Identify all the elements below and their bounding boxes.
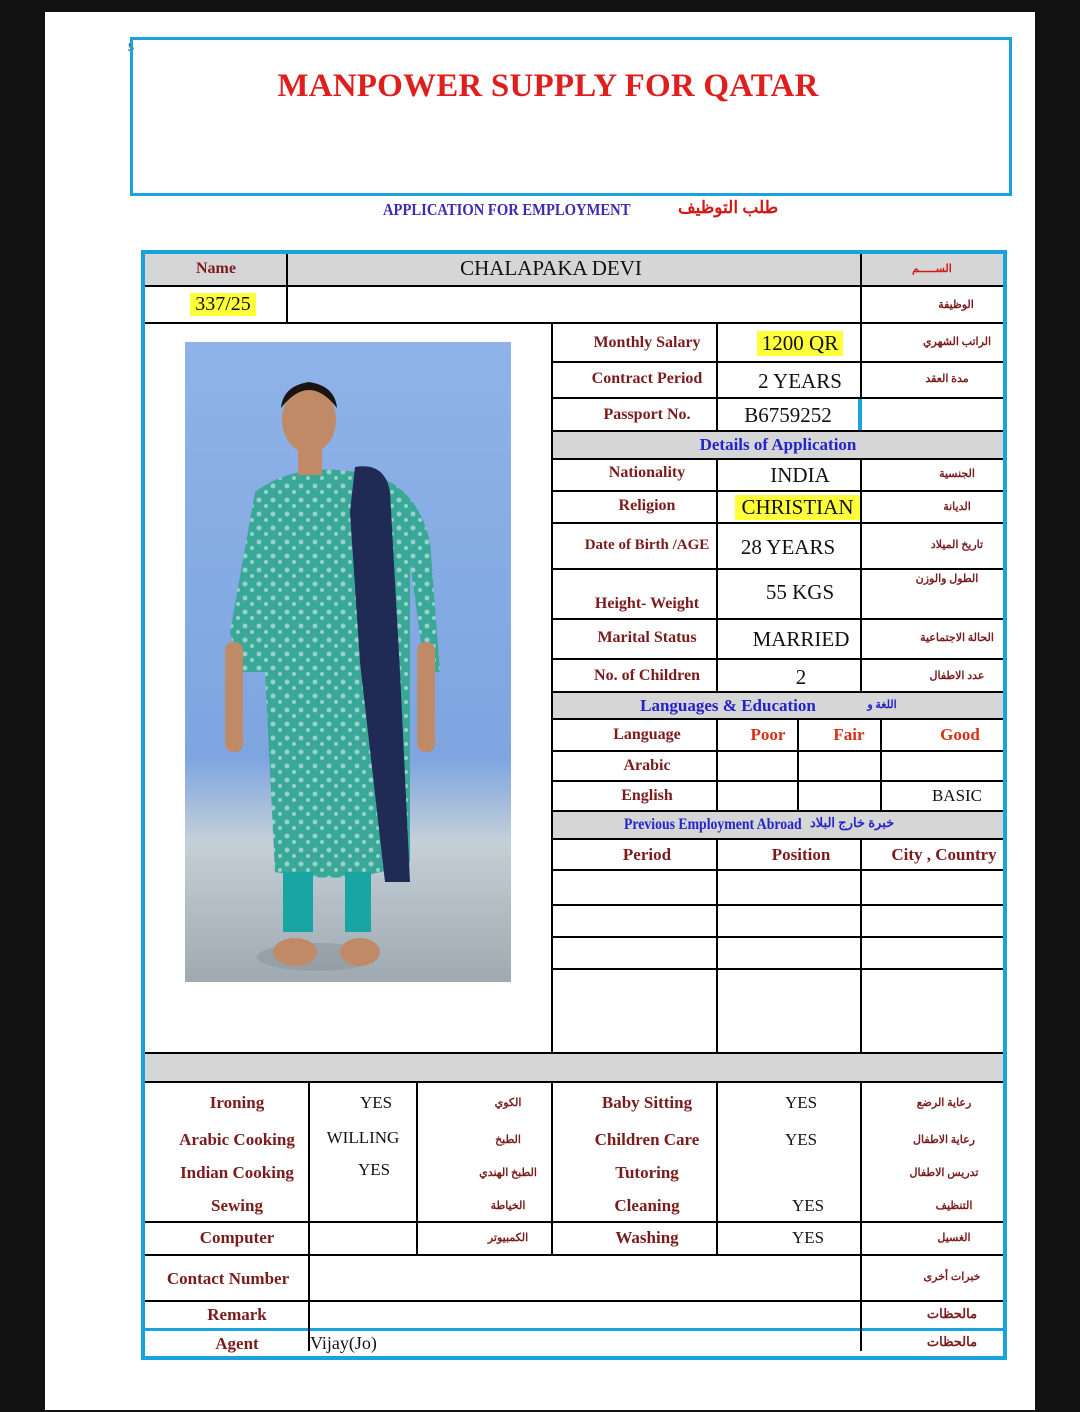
contract-period-label: Contract Period [591, 370, 703, 387]
religion-label: Religion [618, 497, 676, 514]
nationality-value: INDIA [770, 463, 830, 487]
skill-value: YES [791, 1196, 825, 1215]
language-row-name: Arabic [623, 757, 671, 774]
skill-label: Arabic Cooking [179, 1130, 295, 1149]
position-column-header: Position [771, 845, 831, 864]
skill-label: Children Care [594, 1130, 700, 1149]
skill-arabic: الغسيل [937, 1232, 971, 1244]
marital-status-arabic: الحالة الاجتماعية [920, 632, 994, 644]
previous-employment-header-arabic: خبرة خارج البلاد [810, 815, 895, 830]
passport-value: B6759252 [744, 403, 832, 427]
skill-value: WILLING [326, 1128, 400, 1147]
details-header: Details of Application [699, 435, 857, 454]
fair-column-header: Fair [833, 725, 865, 744]
applicant-photo [185, 342, 511, 982]
skill-label: Ironing [209, 1093, 265, 1112]
reference-arabic: الوظيفة [938, 299, 974, 311]
skill-label: Cleaning [614, 1196, 680, 1215]
applicant-figure [185, 342, 511, 982]
skill-label: Indian Cooking [180, 1163, 294, 1182]
name-arabic: الســـــم [912, 263, 952, 275]
header-box [130, 37, 1012, 196]
children-value: 2 [795, 665, 807, 689]
skill-arabic: رعاية الاطفال [913, 1134, 975, 1146]
contact-number-arabic: خبرات أخرى [923, 1271, 981, 1283]
contract-period-arabic: مدة العقد [925, 373, 969, 385]
dob-age-label: Date of Birth /AGE [584, 537, 710, 553]
previous-employment-header: Previous Employment Abroad [624, 816, 802, 833]
marital-status-value: MARRIED [752, 627, 850, 651]
skill-arabic: الطبخ [495, 1134, 521, 1146]
poor-column-header: Poor [750, 725, 786, 744]
language-row-good: BASIC [931, 786, 983, 805]
children-arabic: عدد الاطفال [929, 670, 985, 682]
reference-number: 337/25 [190, 293, 256, 316]
skill-arabic: التنظيف [935, 1200, 973, 1212]
height-weight-arabic: الطول والوزن [915, 573, 979, 585]
marital-status-label: Marital Status [597, 629, 697, 646]
height-weight-label: Height- Weight [594, 595, 700, 612]
remark-label: Remark [207, 1305, 267, 1324]
monthly-salary-label: Monthly Salary [593, 334, 701, 351]
document-title: MANPOWER SUPPLY FOR QATAR [277, 68, 819, 104]
good-column-header: Good [940, 725, 980, 744]
skill-label: Tutoring [615, 1163, 679, 1182]
skill-value: YES [791, 1228, 825, 1247]
page-marker: 5 [128, 40, 134, 54]
skill-arabic: الطبخ الهندي [479, 1167, 537, 1179]
agent-label: Agent [215, 1334, 259, 1353]
skill-label: Washing [615, 1228, 679, 1247]
religion-arabic: الديانة [943, 501, 971, 513]
height-weight-value: 55 KGS [765, 580, 835, 604]
skill-label: Computer [199, 1228, 275, 1247]
document-subtitle-arabic: طلب التوظيف [678, 198, 779, 217]
skill-arabic: الكوي [494, 1097, 522, 1109]
skill-arabic: رعاية الرضع [916, 1097, 972, 1109]
dob-age-value: 28 YEARS [740, 535, 836, 559]
nationality-arabic: الجنسية [939, 468, 975, 480]
passport-label: Passport No. [603, 406, 691, 423]
dob-age-arabic: تاريخ الميلاد [930, 539, 984, 551]
period-column-header: Period [622, 845, 672, 864]
skill-arabic: الخياطة [490, 1200, 526, 1212]
city-country-column-header: City , Country [891, 845, 997, 864]
languages-header-arabic: اللغة و [867, 699, 897, 711]
children-label: No. of Children [594, 667, 700, 684]
religion-value: CHRISTIAN [735, 495, 860, 520]
skill-label: Sewing [211, 1196, 263, 1215]
language-row-name: English [621, 787, 673, 804]
skill-arabic: الكمبيوتر [487, 1232, 529, 1244]
name-label: Name [196, 260, 236, 277]
skill-label: Baby Sitting [601, 1093, 693, 1112]
contact-number-label: Contact Number [166, 1269, 290, 1288]
skill-value: YES [357, 1160, 391, 1179]
remark-arabic: مالحظات [926, 1306, 978, 1321]
agent-arabic: مالحظات [926, 1334, 978, 1349]
skill-value: YES [784, 1093, 818, 1112]
document-subtitle: APPLICATION FOR EMPLOYMENT [383, 200, 631, 219]
nationality-label: Nationality [608, 464, 686, 481]
languages-header: Languages & Education [640, 696, 816, 715]
name-value: CHALAPAKA DEVI [460, 256, 642, 280]
skills-separator-band [145, 1053, 1003, 1081]
language-column-header: Language [613, 726, 681, 743]
agent-value: Vijay(Jo) [310, 1333, 377, 1353]
skill-value: YES [784, 1130, 818, 1149]
monthly-salary-arabic: الراتب الشهري [922, 336, 992, 348]
skill-arabic: تدريس الاطفال [909, 1167, 979, 1179]
contract-period-value: 2 YEARS [758, 369, 842, 393]
monthly-salary-value: 1200 QR [757, 331, 843, 356]
skill-value: YES [359, 1093, 393, 1112]
